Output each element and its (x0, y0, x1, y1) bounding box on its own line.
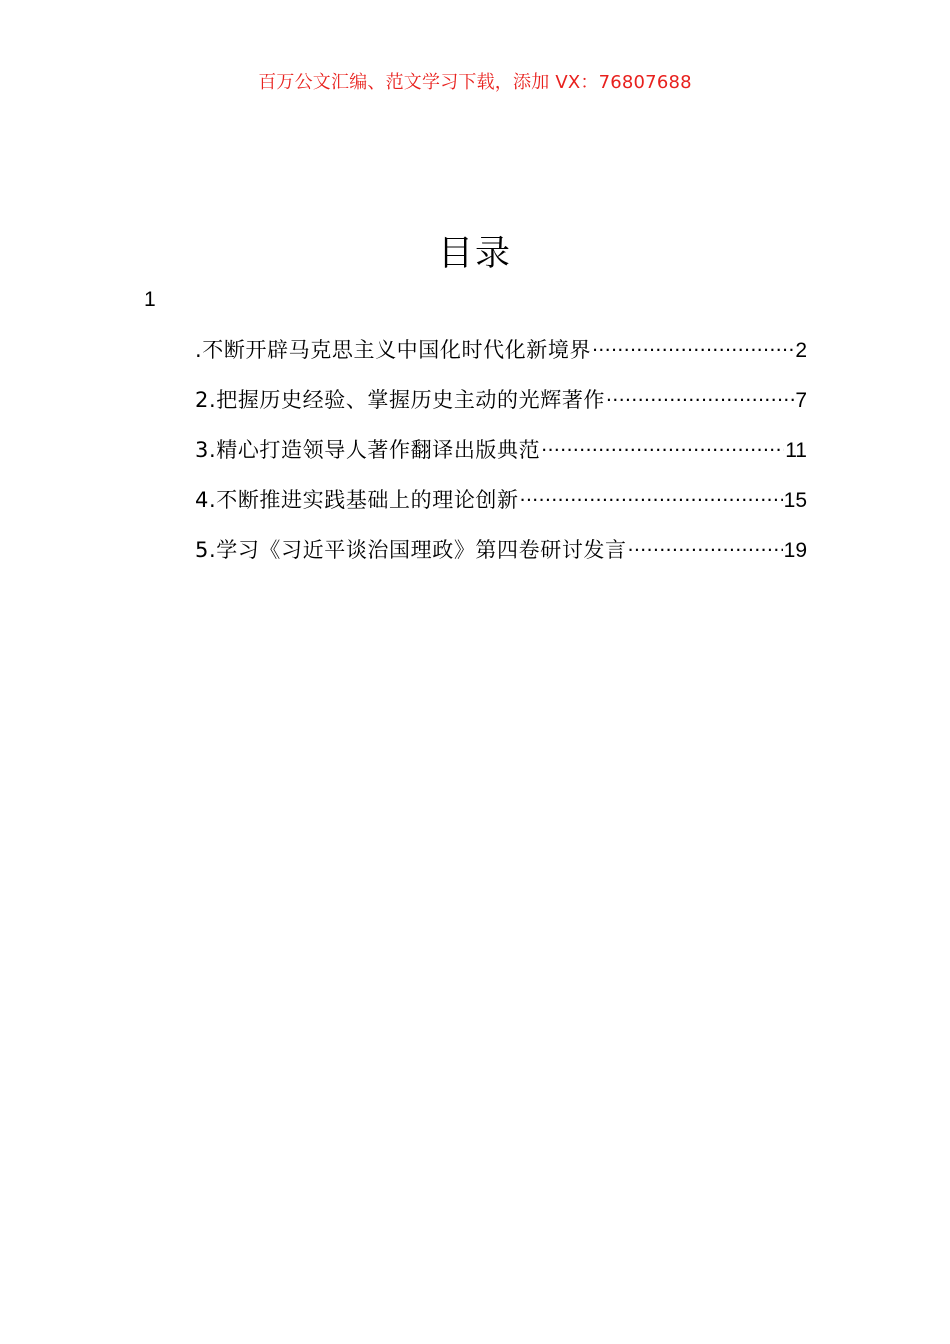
toc-entry-1[interactable] (195, 334, 807, 384)
toc-title: 目录 (437, 234, 512, 274)
toc-entry-title: 5.学习《习近平谈治国理政》第四卷研讨发言 (195, 538, 627, 563)
toc-entry-page: 15 (783, 489, 807, 513)
toc-entry-title: 3.精心打造领导人著作翻译出版典范 (195, 438, 541, 463)
toc-entry-5[interactable] (195, 534, 807, 584)
toc-entry-page: 11 (785, 439, 807, 463)
toc-entry-page: 7 (795, 389, 807, 413)
toc-entry-2[interactable] (195, 384, 807, 434)
toc-entry-title: 4.不断推进实践基础上的理论创新 (195, 488, 519, 513)
header-promo-note: 百万公文汇编、范文学习下载，添加 VX：76807688 (258, 72, 692, 93)
toc-entry-title: .不断开辟马克思主义中国化时代化新境界 (195, 338, 592, 363)
toc-list (195, 334, 807, 584)
toc-stray-number: 1 (144, 288, 156, 311)
toc-dot-leader (592, 334, 794, 357)
toc-dot-leader (628, 534, 783, 557)
toc-entry-title: 2.把握历史经验、掌握历史主动的光辉著作 (195, 388, 606, 413)
toc-entry-4[interactable] (195, 484, 807, 534)
toc-entry-page: 19 (783, 539, 807, 563)
toc-entry-3[interactable] (195, 434, 807, 484)
toc-dot-leader (541, 434, 784, 457)
toc-dot-leader (520, 484, 783, 507)
toc-dot-leader (606, 384, 794, 407)
toc-entry-page: 2 (795, 339, 807, 363)
